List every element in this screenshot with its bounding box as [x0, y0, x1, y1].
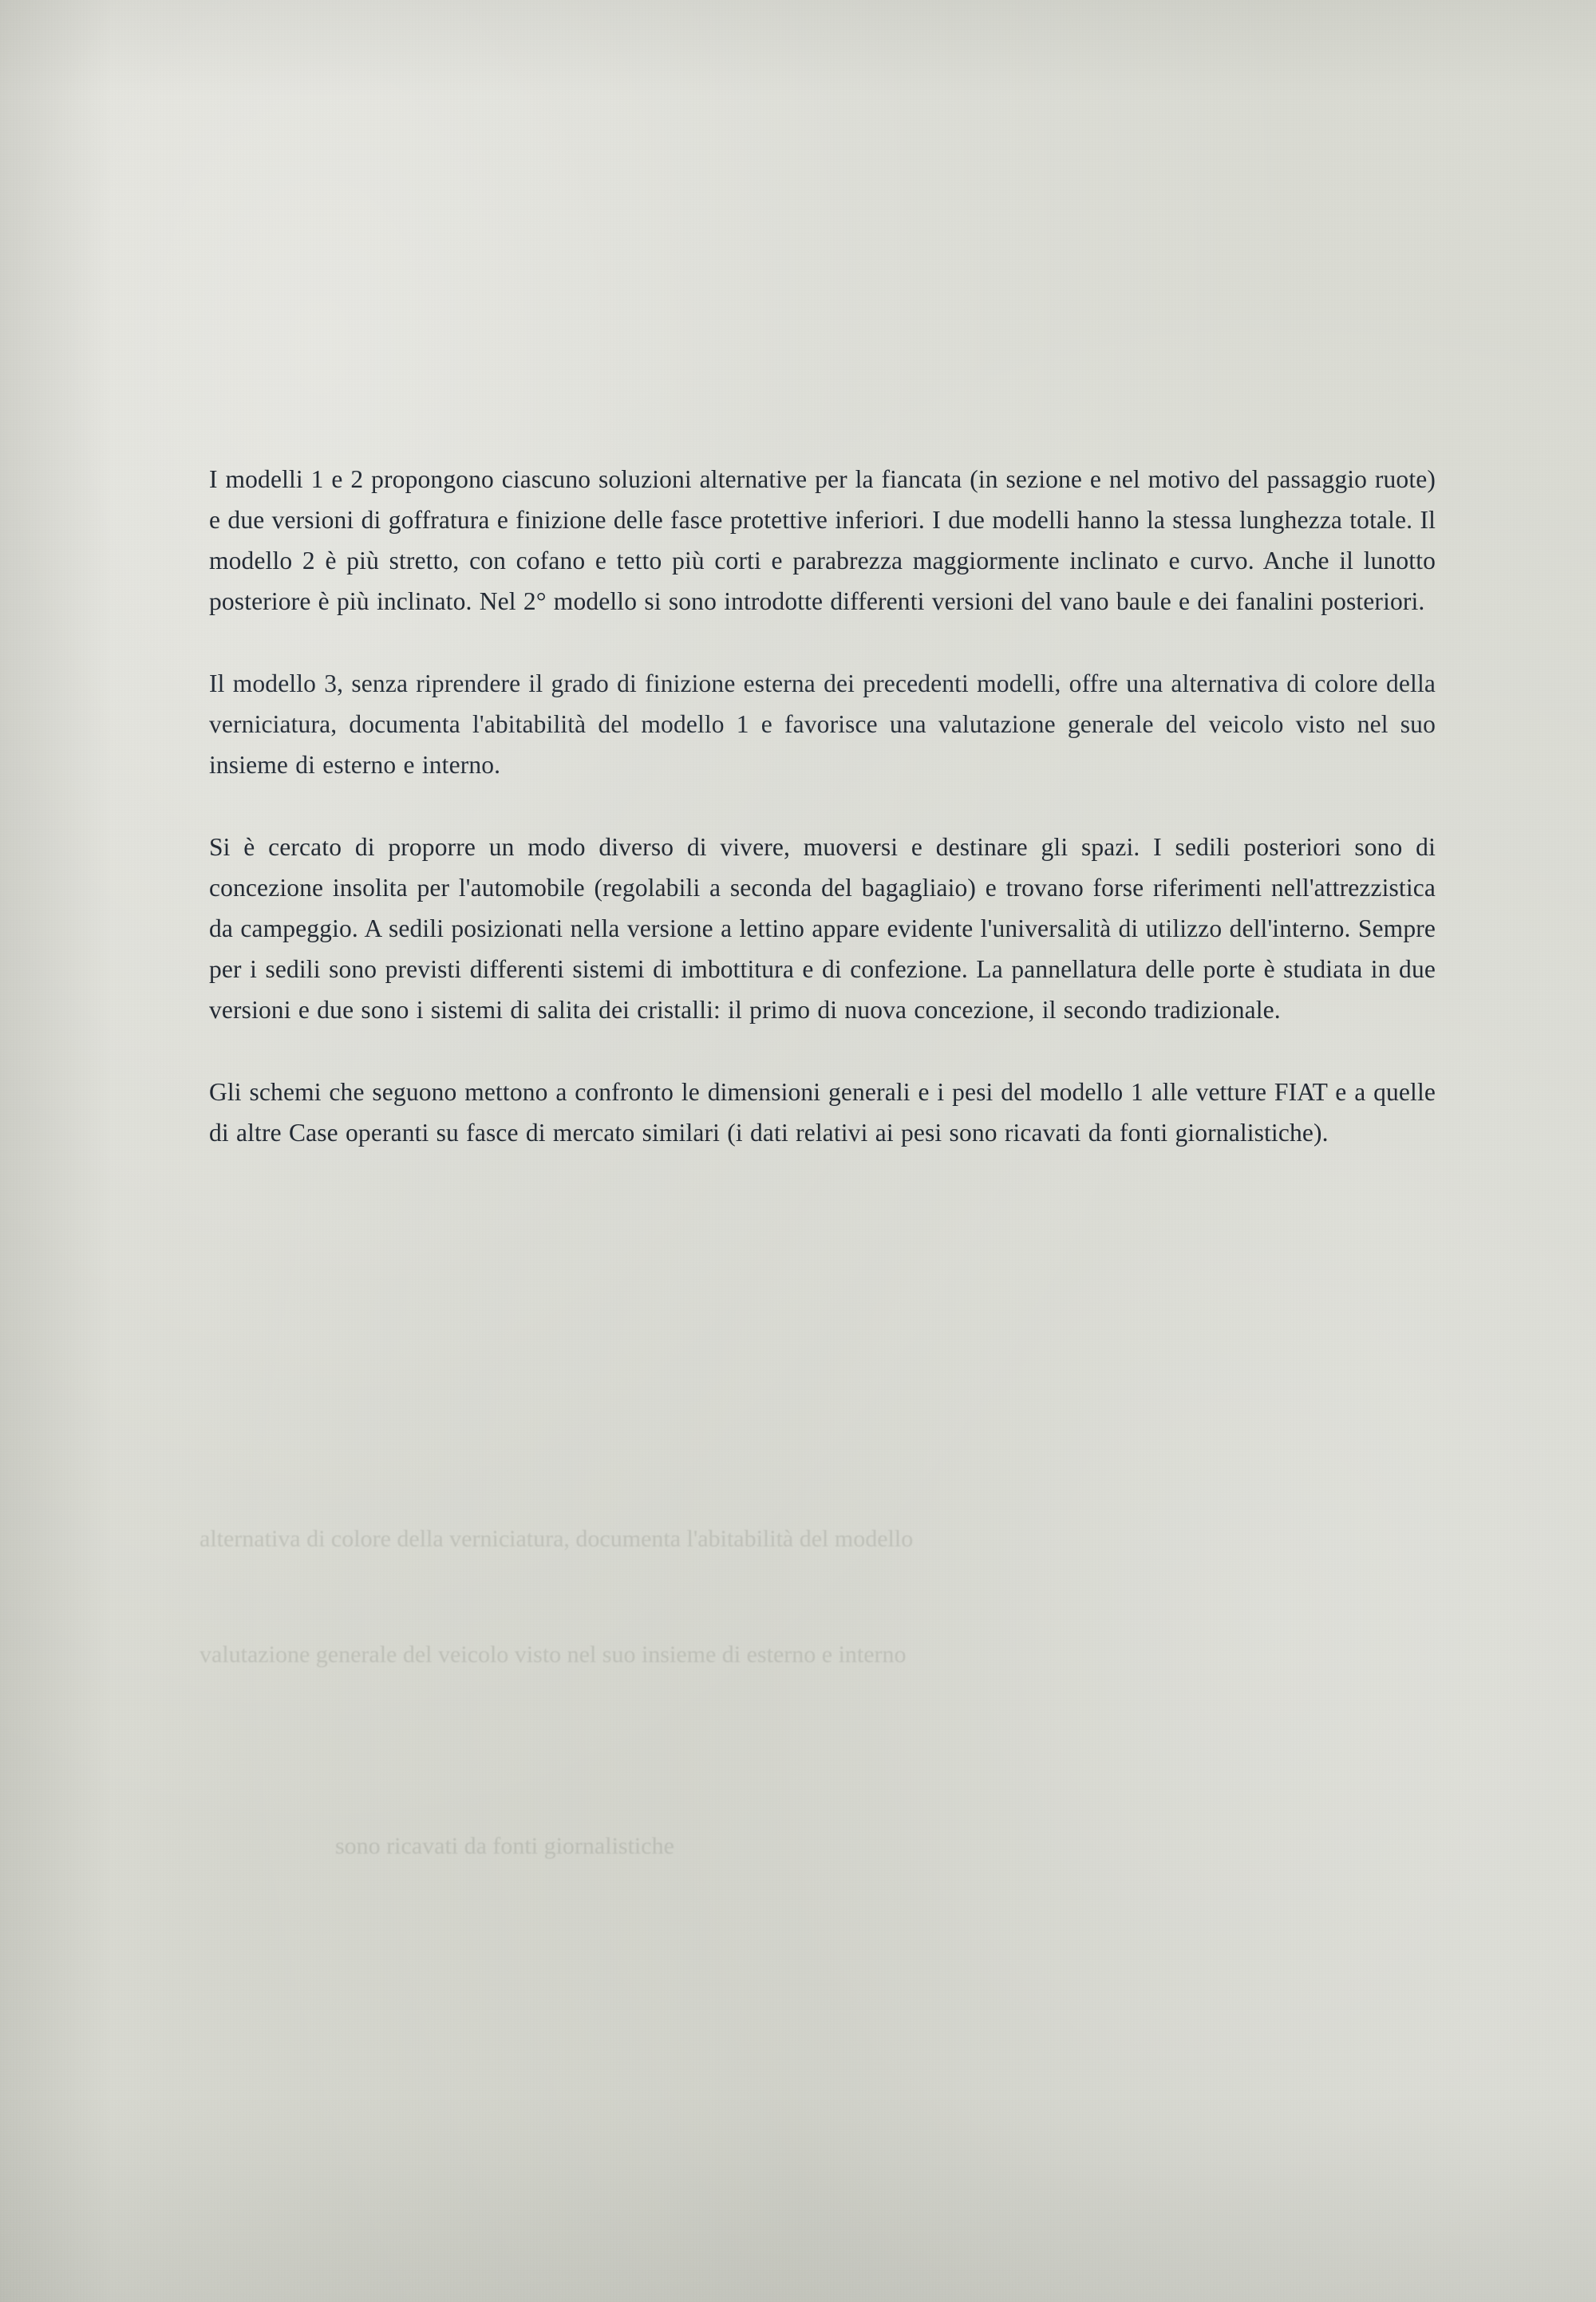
showthrough-line-1: alternativa di colore della verniciatura, documenta l'abitabilità del modello [200, 1526, 914, 1552]
page-top-shadow [0, 0, 1596, 96]
showthrough-line-2: valutazione generale del veicolo visto nel suo insieme di esterno e interno [200, 1641, 907, 1668]
paragraph-4: Gli schemi che seguono mettono a confronto le dimensioni generali e i pesi del modello 1 alle vetture FIAT e a quelle di altre Case operanti su fasce di mercato similari (i dati relativi ai pesi sono ricavati da fonti giornalistiche). [209, 1078, 1436, 1147]
page-left-shadow [0, 0, 112, 2302]
paragraph-3: Si è cercato di proporre un modo diverso di vivere, muoversi e destinare gli spazi. I sedili posteriori sono di concezione insolita per l'automobile (regolabili a seconda del bagagliaio) e trovano forse riferimenti nell'attrezzistica da campeggio. A sedili posizionati nella versione a lettino appare evidente l'universalità di utilizzo dell'interno. Sempre per i sedili sono previsti differenti sistemi di imbottitura e di confezione. La pannellatura delle porte è studiata in due versioni e due sono i sistemi di salita dei cristalli: il primo di nuova concezione, il secondo tradizionale. [209, 833, 1436, 1025]
body-text [209, 459, 1436, 1153]
paragraph-1: I modelli 1 e 2 propongono ciascuno soluzioni alternative per la fiancata (in sezione e nel motivo del passaggio ruote) e due versioni di goffratura e finizione delle fasce protettive inferiori. I due modelli hanno la stessa lunghezza totale. Il modello 2 è più stretto, con cofano e tetto più corti e parabrezza maggiormente inclinato e curvo. Anche il lunotto posteriore è più inclinato. Nel 2° modello si sono introdotte differenti versioni del vano baule e dei fanalini posteriori. [209, 465, 1436, 616]
paragraph-2: Il modello 3, senza riprendere il grado di finizione esterna dei precedenti modelli, offre una alternativa di colore della verniciatura, documenta l'abitabilità del modello 1 e favorisce una valutazione generale del veicolo visto nel suo insieme di esterno e interno. [209, 669, 1436, 780]
showthrough-line-3: sono ricavati da fonti giornalistiche [335, 1833, 674, 1859]
page-bottom-shadow [0, 2095, 1596, 2302]
